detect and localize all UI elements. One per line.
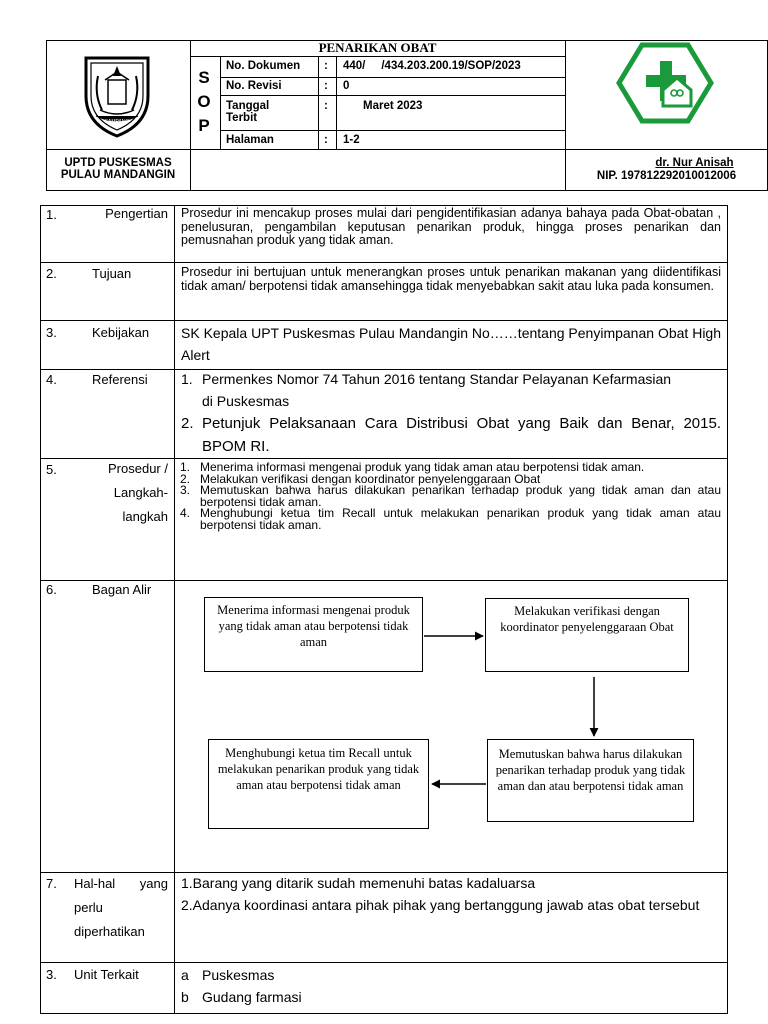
note-item: 2.Adanya koordinasi antara pihak pihak yang bertanggung jawab atas obat tersebut xyxy=(181,897,700,913)
signer-nip: NIP. 197812292010012006 xyxy=(596,170,737,182)
section-label-referensi: Referensi xyxy=(92,372,148,387)
signer-name: dr. Nur Anisah xyxy=(655,157,734,169)
field-label-tanggal-terbit: Tanggal Terbit xyxy=(226,100,270,124)
note-item: 1.Barang yang ditarik sudah memenuhi batas kadaluarsa xyxy=(181,875,536,891)
section-label-bagan-alir: Bagan Alir xyxy=(92,582,152,597)
reference-item: 2. Petunjuk Pelaksanaan Cara Distribusi Obat yang Baik dan Benar, 2015. BPOM RI. xyxy=(181,415,721,455)
unit-list xyxy=(181,964,481,1008)
organization-name: UPTD PUSKESMAS PULAU MANDANGIN xyxy=(60,157,176,181)
section-text-pengertian: Prosedur ini mencakup proses mulai dari pengidentifikasian adanya bahaya pada Obat-obatan , penelusuran, pengambilan keputusan penarikan produk, hingga proses penarikan dan pemusnahan produk yang tidak aman. xyxy=(181,206,721,247)
section-label-kebijakan: Kebijakan xyxy=(92,325,150,340)
section-label-unit-terkait: Unit Terkait xyxy=(74,967,139,982)
flowchart-box-1: Menerima informasi mengenai produk yang tidak aman atau berpotensi tidak aman xyxy=(204,597,423,672)
field-value-tanggal-terbit: Maret 2023 xyxy=(363,100,423,112)
section-label-tujuan: Tujuan xyxy=(92,266,132,281)
section-label-prosedur: Prosedur / Langkah-langkah xyxy=(108,461,168,524)
procedure-step: 1. Menerima informasi mengenai produk yang tidak aman atau berpotensi tidak aman. xyxy=(180,460,645,474)
procedure-step: 4. Menghubungi ketua tim Recall untuk melakukan penarikan produk yang tidak aman atau berpotensi tidak aman. xyxy=(180,506,721,532)
section-label-pengertian: Pengertian xyxy=(105,206,168,221)
procedure-step: 3. Memutuskan bahwa harus dilakukan penarikan terhadap produk yang tidak aman dan atau berpotensi tidak aman. xyxy=(180,483,721,509)
field-label-no-dokumen: No. Dokumen xyxy=(226,60,301,72)
flowchart-box-3: Memutuskan bahwa harus dilakukan penarikan terhadap produk yang tidak aman dan atau berpotensi tidak aman xyxy=(487,739,694,822)
field-value-no-revisi: 0 xyxy=(343,80,350,92)
flowchart-box-4: Menghubungi ketua tim Recall untuk melakukan penarikan produk yang tidak aman atau berpotensi tidak aman xyxy=(208,739,429,829)
field-label-no-revisi: No. Revisi xyxy=(226,80,282,92)
document-title: PENARIKAN OBAT xyxy=(318,40,437,55)
unit-item: b Gudang farmasi xyxy=(181,989,302,1005)
reference-item: 1. Permenkes Nomor 74 Tahun 2016 tentang Standar Pelayanan Kefarmasian di Puskesmas xyxy=(181,371,672,409)
field-label-halaman: Halaman xyxy=(226,134,274,146)
field-value-no-dokumen: 440/ /434.203.200.19/SOP/2023 xyxy=(343,60,521,72)
section-label-hal-hal: Hal-hal yang perlu diperhatikan xyxy=(74,876,168,939)
svg-text:SAMPANG: SAMPANG xyxy=(104,119,130,125)
procedure-step: 2. Melakukan verifikasi dengan koordinator penyelenggaraan Obat xyxy=(180,471,541,486)
section-text-kebijakan: SK Kepala UPT Puskesmas Pulau Mandangin No……tentang Penyimpanan Obat High Alert xyxy=(181,325,721,363)
flowchart-box-2: Melakukan verifikasi dengan koordinator penyelenggaraan Obat xyxy=(485,598,689,672)
field-value-halaman: 1-2 xyxy=(343,134,360,146)
notes-list xyxy=(181,872,721,916)
unit-item: a Puskesmas xyxy=(181,967,275,983)
section-text-tujuan: Prosedur ini bertujuan untuk menerangkan proses untuk penarikan makanan yang diidentifikasi tidak aman/ berpotensi tidak amansehingga tidak menyebabkan sakit atau luka pada konsumen. xyxy=(181,265,721,293)
sop-letters: S O P xyxy=(197,68,211,135)
